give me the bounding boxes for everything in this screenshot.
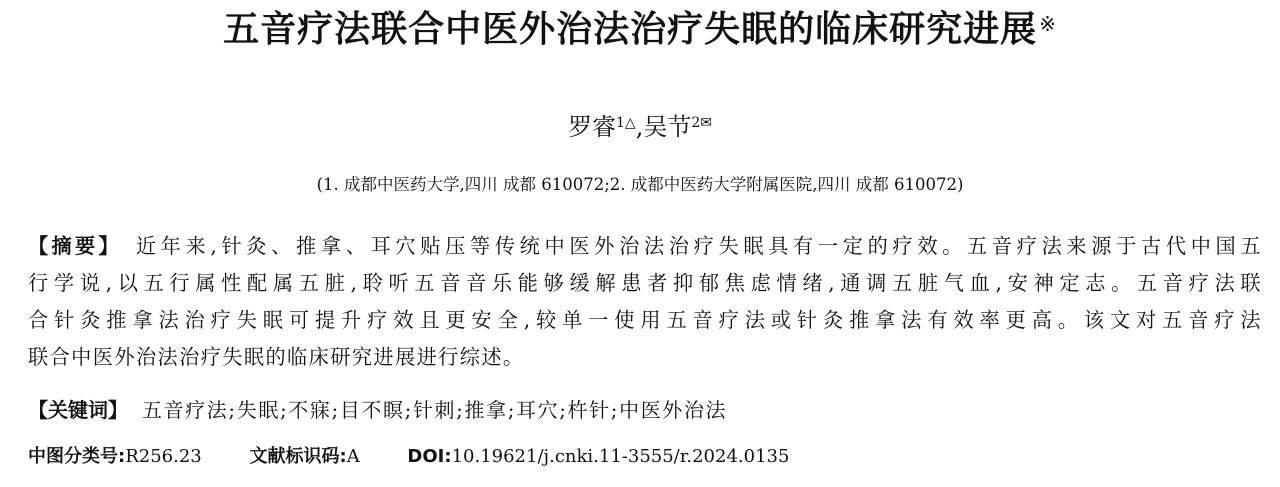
abstract-label: 【摘要】 [28,234,122,258]
keywords [28,393,1262,427]
abstract-line: 合针灸推拿法治疗失眠可提升疗效且更安全,较单一使用五音疗法或针灸推拿法有效率更高。该文对五音疗法 [28,308,1262,332]
clc-number [28,442,202,472]
author-line [0,110,1280,144]
title-footnote-mark: ※ [1039,12,1057,36]
keywords-text: 五音疗法;失眠;不寐;目不瞑;针刺;推拿;耳穴;杵针;中医外治法 [142,398,728,422]
keywords-label: 【关键词】 [28,398,128,422]
document-code-value: A [346,446,360,467]
doi-label: DOI: [407,446,452,467]
title-text: 五音疗法联合中医外治法治疗失眠的临床研究进展 [223,9,1038,50]
author-name: 吴节 [643,113,692,141]
article-meta [28,442,1262,472]
doi-value: 10.19621/j.cnki.11-3555/r.2024.0135 [451,446,790,467]
abstract-line: 行学说,以五行属性配属五脏,聆听五音音乐能够缓解患者抑郁焦虑情绪,通调五脏气血,安神定志。五音疗法联 [28,271,1262,295]
affiliations: (1. 成都中医药大学,四川 成都 610072;2. 成都中医药大学附属医院,四川 成都 610072) [316,175,964,194]
abstract-text: 近年来,针灸、推拿、耳穴贴压等传统中医外治法治疗失眠具有一定的疗效。五音疗法来源于古代中国五 [135,234,1262,258]
paper-title [0,6,1280,54]
doi [407,442,789,472]
document-code-label: 文献标识码: [249,446,347,467]
abstract [28,228,1262,376]
clc-value: R256.23 [125,446,202,467]
author-separator: , [635,113,644,141]
abstract-line: 联合中医外治法治疗失眠的临床研究进展进行综述。 [28,345,525,369]
author-affiliation-mark: 1△ [616,115,636,131]
abstract-line [28,228,1262,265]
author-affiliation-mark: 2✉ [691,115,712,131]
clc-label: 中图分类号: [28,446,126,467]
author-name: 罗睿 [568,113,617,141]
document-code [249,442,359,472]
